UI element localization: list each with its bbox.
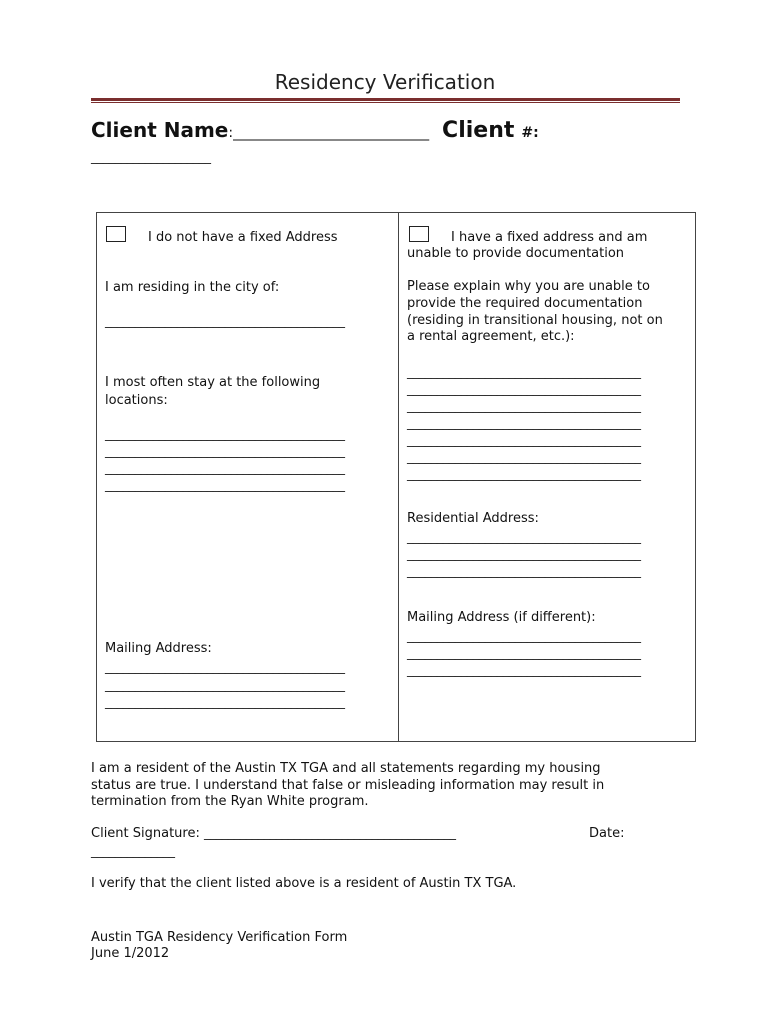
explain-field[interactable]: _______________________________________ xyxy=(407,450,641,464)
explain-text: provide the required documentation xyxy=(407,296,643,311)
explain-text: a rental agreement, etc.): xyxy=(407,329,575,344)
client-name-field[interactable]: ____________________________ xyxy=(233,125,430,141)
statement-text: status are true. I understand that false or misleading information may result in xyxy=(91,778,605,793)
title-rule xyxy=(91,98,680,101)
location-field[interactable]: ________________________________________ xyxy=(105,427,345,441)
explain-field[interactable]: _______________________________________ xyxy=(407,382,641,396)
footer-date: June 1/2012 xyxy=(91,946,170,961)
no-fixed-address-label: I do not have a fixed Address xyxy=(148,230,338,245)
mailing-address-field[interactable]: ________________________________________ xyxy=(105,678,345,692)
residential-address-field[interactable]: _______________________________________ xyxy=(407,530,641,544)
client-number-label: Client xyxy=(442,118,515,143)
signature-field[interactable]: __________________________________________ xyxy=(204,826,457,840)
client-number-suffix: #: xyxy=(521,125,539,141)
explain-field[interactable]: _______________________________________ xyxy=(407,433,641,447)
client-info-line xyxy=(91,118,539,143)
mailing-address-field[interactable]: ________________________________________ xyxy=(105,695,345,709)
signature-row xyxy=(91,825,456,842)
location-field[interactable]: ________________________________________ xyxy=(105,461,345,475)
mailing-address-field[interactable]: ________________________________________ xyxy=(105,660,345,674)
alt-mailing-address-field[interactable]: _______________________________________ xyxy=(407,663,641,677)
fixed-address-checkbox[interactable] xyxy=(409,226,429,242)
column-divider xyxy=(398,212,399,742)
alt-mailing-address-field[interactable]: _______________________________________ xyxy=(407,646,641,660)
locations-label-cont: locations: xyxy=(105,393,168,408)
statement-text: I am a resident of the Austin TX TGA and all statements regarding my housing xyxy=(91,761,601,776)
verification-text: I verify that the client listed above is a resident of Austin TX TGA. xyxy=(91,876,517,891)
city-label: I am residing in the city of: xyxy=(105,280,280,295)
explain-field[interactable]: _______________________________________ xyxy=(407,467,641,481)
fixed-address-label-cont: unable to provide documentation xyxy=(407,246,625,261)
client-number-field[interactable]: ____________________ xyxy=(91,150,211,164)
alt-mailing-address-label: Mailing Address (if different): xyxy=(407,610,596,625)
alt-mailing-address-field[interactable]: _______________________________________ xyxy=(407,629,641,643)
explain-text: (residing in transitional housing, not on xyxy=(407,313,663,328)
client-name-label: Client Name xyxy=(91,118,229,142)
mailing-address-label: Mailing Address: xyxy=(105,641,212,656)
explain-field[interactable]: _______________________________________ xyxy=(407,365,641,379)
location-field[interactable]: ________________________________________ xyxy=(105,444,345,458)
location-field[interactable]: ________________________________________ xyxy=(105,478,345,492)
date-label: Date: xyxy=(589,826,625,841)
statement-text: termination from the Ryan White program. xyxy=(91,794,369,809)
signature-label: Client Signature: xyxy=(91,826,200,841)
explain-field[interactable]: _______________________________________ xyxy=(407,399,641,413)
locations-label: I most often stay at the following xyxy=(105,375,321,390)
client-name-colon: : xyxy=(228,125,234,141)
residential-address-field[interactable]: _______________________________________ xyxy=(407,547,641,561)
page-title: Residency Verification xyxy=(274,70,496,94)
footer-form-name: Austin TGA Residency Verification Form xyxy=(91,930,348,945)
date-field[interactable]: ______________ xyxy=(91,844,175,858)
fixed-address-label: I have a fixed address and am xyxy=(451,230,648,245)
city-field[interactable]: ________________________________________ xyxy=(105,314,345,328)
residential-address-field[interactable]: _______________________________________ xyxy=(407,564,641,578)
no-fixed-address-checkbox[interactable] xyxy=(106,226,126,242)
title-rule-thin xyxy=(91,102,680,103)
explain-field[interactable]: _______________________________________ xyxy=(407,416,641,430)
explain-text: Please explain why you are unable to xyxy=(407,279,650,294)
residential-address-label: Residential Address: xyxy=(407,511,539,526)
